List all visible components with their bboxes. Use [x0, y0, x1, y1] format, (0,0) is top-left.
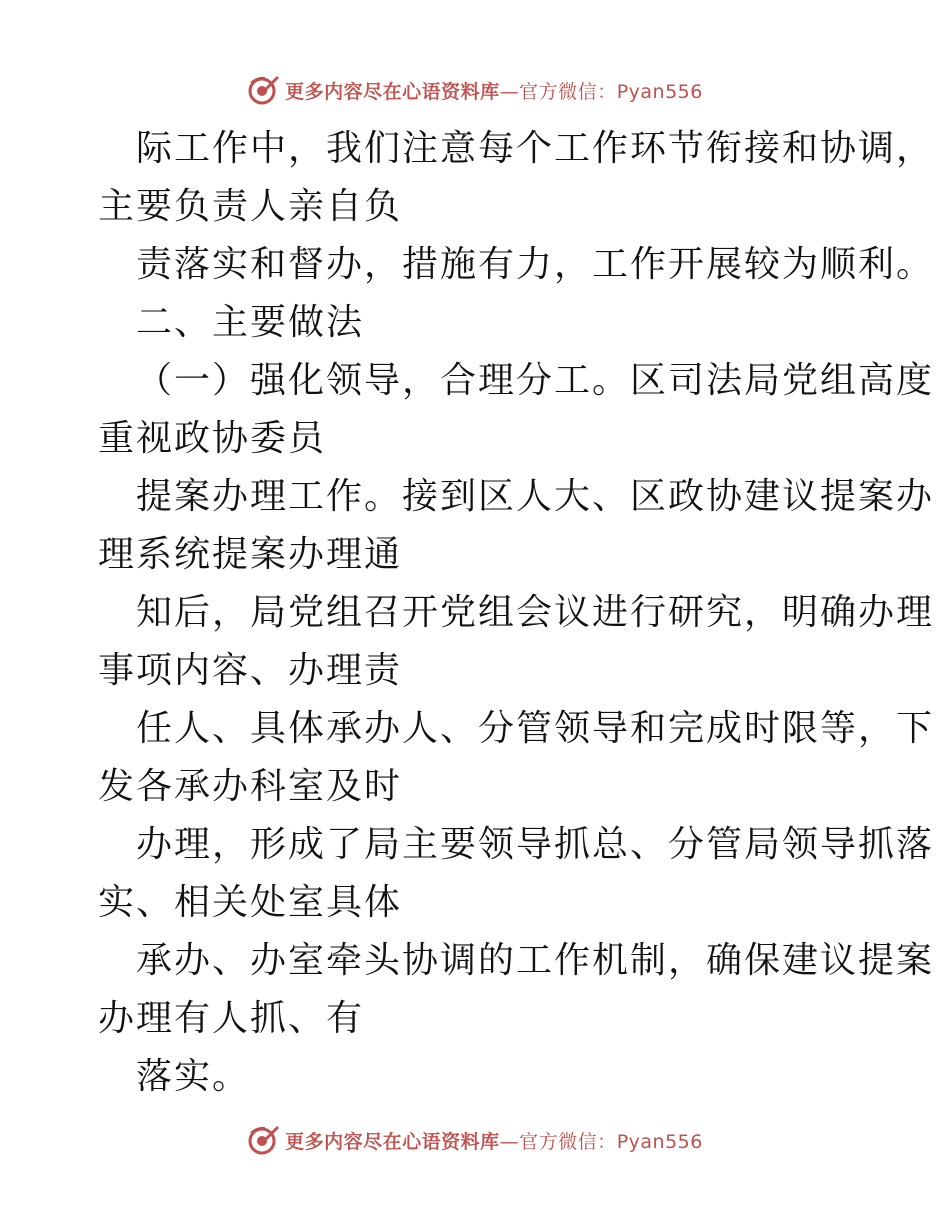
section-heading: 二、主要做法 — [136, 302, 365, 343]
body-line: 提案办理工作。接到区人大、区政协建议提案办 — [136, 476, 935, 517]
document-body — [98, 120, 935, 1106]
footer-wechat-label: 官方微信： — [519, 1130, 617, 1153]
footer-wechat-id: Pyan556 — [616, 1130, 703, 1153]
body-line: 办理，形成了局主要领导抓总、分管局领导抓落 — [136, 824, 935, 865]
body-line: 重视政协委员 — [98, 418, 327, 459]
pen-circle-icon — [247, 1123, 281, 1157]
body-line: 理系统提案办理通 — [98, 534, 403, 575]
footer-separator: — — [499, 1130, 520, 1153]
body-line: 实、相关处室具体 — [98, 882, 403, 923]
header-separator: — — [499, 80, 520, 103]
header-brand: 更多内容尽在心语资料库 — [285, 80, 500, 103]
body-line: 落实。 — [136, 1056, 251, 1097]
body-line: 主要负责人亲自负 — [98, 186, 403, 227]
body-line: 办理有人抓、有 — [98, 998, 365, 1039]
header-banner — [0, 70, 950, 110]
footer-brand: 更多内容尽在心语资料库 — [285, 1130, 500, 1153]
pen-circle-icon — [247, 73, 281, 107]
header-wechat-label: 官方微信： — [519, 80, 617, 103]
body-line: 承办、办室牵头协调的工作机制，确保建议提案 — [136, 940, 935, 981]
footer-banner — [0, 1120, 950, 1160]
body-line: （一）强化领导，合理分工。区司法局党组高度 — [136, 360, 935, 401]
body-line: 发各承办科室及时 — [98, 766, 403, 807]
header-wechat-id: Pyan556 — [616, 80, 703, 103]
footer-text — [285, 1127, 703, 1154]
body-line: 事项内容、办理责 — [98, 650, 403, 691]
body-line: 知后，局党组召开党组会议进行研究，明确办理 — [136, 592, 935, 633]
header-text — [285, 77, 703, 104]
body-line: 际工作中，我们注意每个工作环节衔接和协调， — [136, 128, 935, 169]
body-line: 任人、具体承办人、分管领导和完成时限等，下 — [136, 708, 935, 749]
body-line: 责落实和督办，措施有力，工作开展较为顺利。 — [136, 244, 935, 285]
